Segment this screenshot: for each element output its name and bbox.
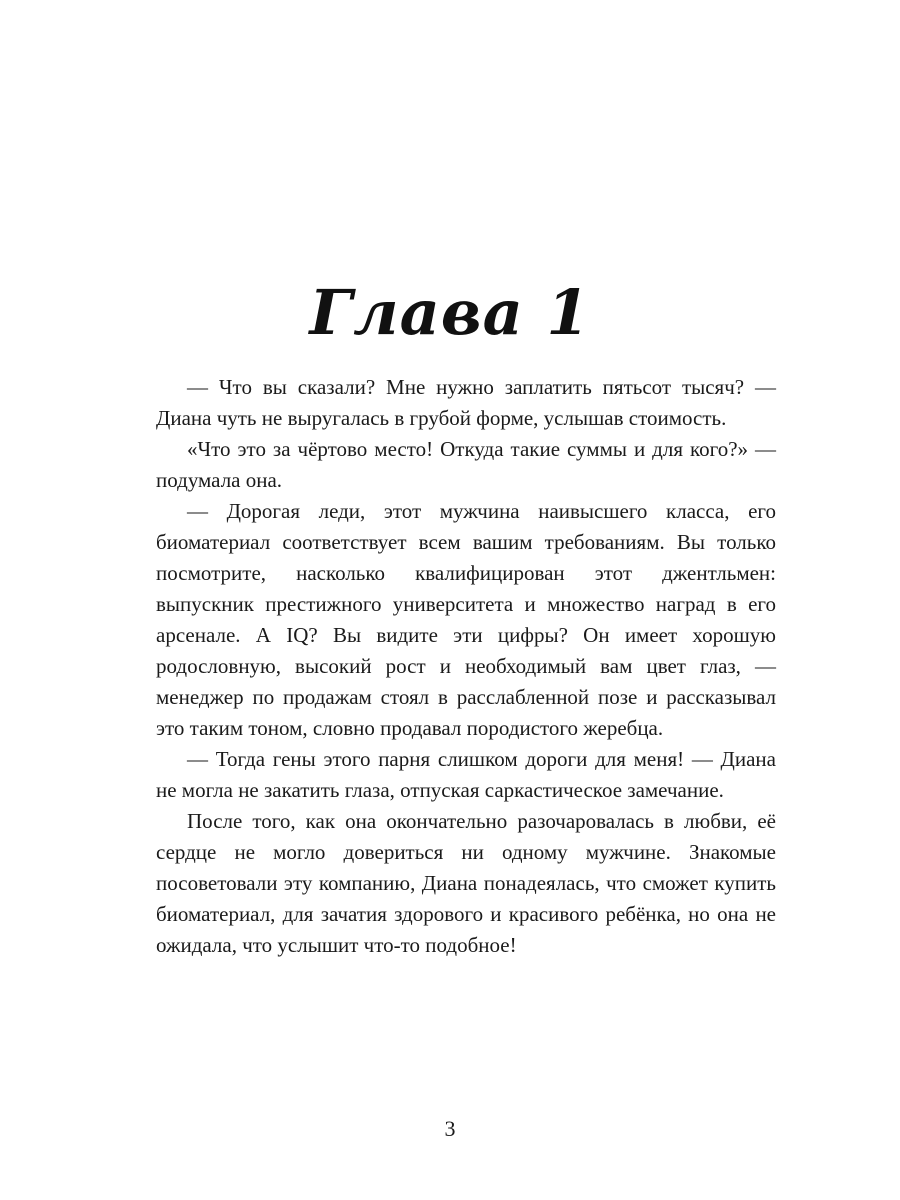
paragraph: После того, как она окончательно разочаровалась в любви, её сердце не могло довериться ни одному мужчине. Знакомые посоветовали эту компанию, Диана понадеялась, что сможет купить биоматериал, для зачатия здорового и красивого ребёнка, но она не ожидала, что услышит что-то подобное! <box>156 809 776 957</box>
page-number: 3 <box>444 1116 456 1141</box>
paragraph: «Что это за чёртово место! Откуда такие суммы и для кого?» — подумала она. <box>156 437 776 492</box>
chapter-body <box>156 372 776 961</box>
chapter-title: Глава 1 <box>309 275 591 349</box>
paragraph: — Тогда гены этого парня слишком дороги для меня! — Диана не могла не закатить глаза, отпуская саркастическое замечание. <box>156 747 776 802</box>
paragraph: — Дорогая леди, этот мужчина наивысшего класса, его биоматериал соответствует всем вашим требованиям. Вы только посмотрите, насколько квалифицирован этот джентльмен: выпускник престижного университета и множество наград в его арсенале. А IQ? Вы видите эти цифры? Он имеет хорошую родословную, высокий рост и необходимый вам цвет глаз, — менеджер по продажам стоял в расслабленной позе и рассказывал это таким тоном, словно продавал породистого жеребца. <box>156 499 776 740</box>
paragraph: — Что вы сказали? Мне нужно заплатить пятьсот тысяч? — Диана чуть не выругалась в грубой форме, услышав стоимость. <box>156 375 776 430</box>
